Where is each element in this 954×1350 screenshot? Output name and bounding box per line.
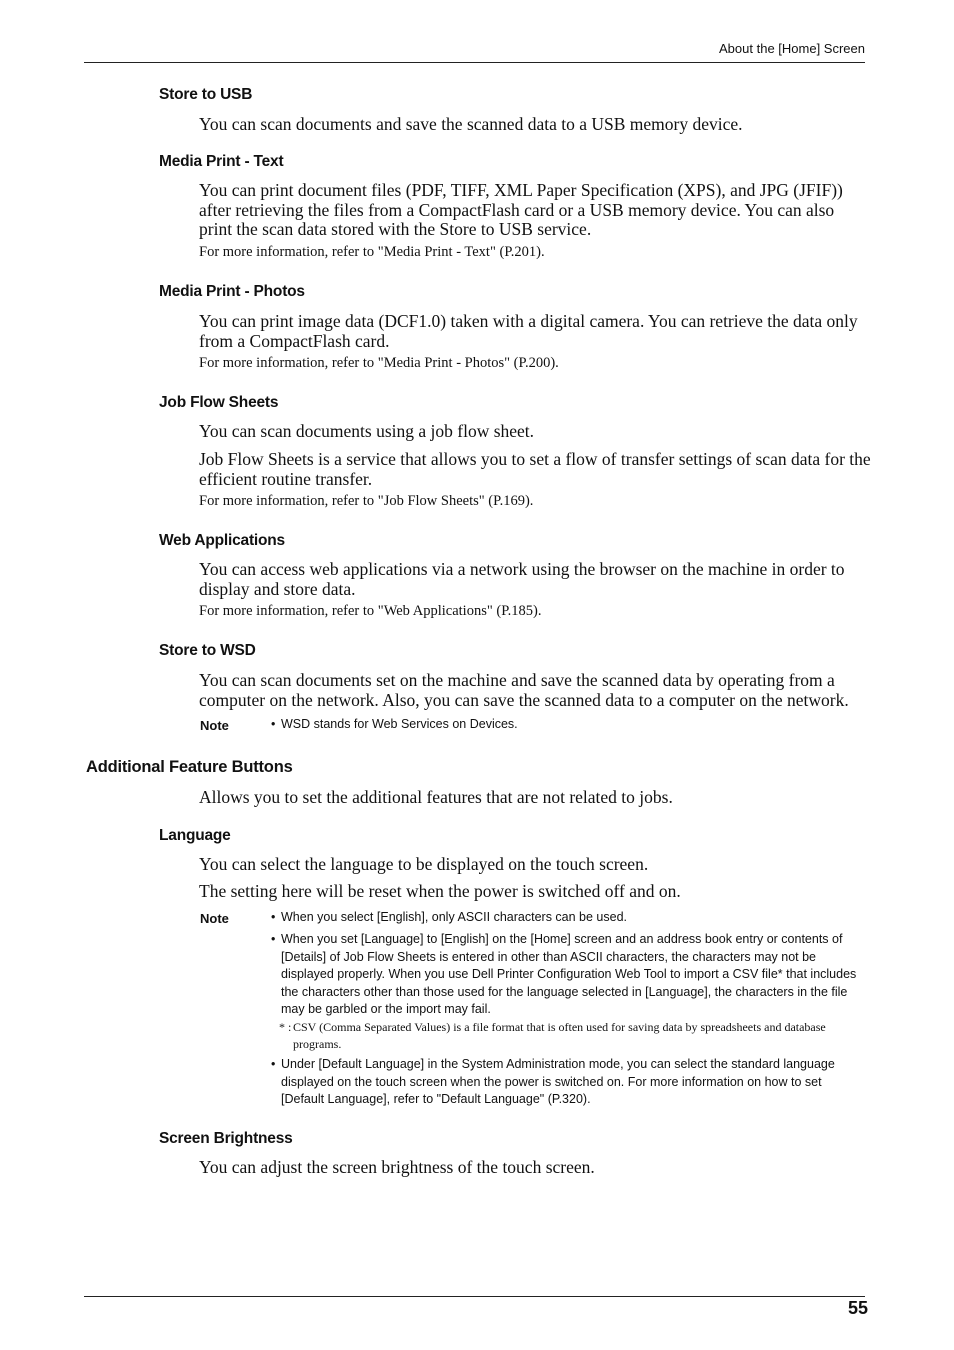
paragraph: You can print image data (DCF1.0) taken with a digital camera. You can retrieve the data only from a CompactFlash card. [199,311,858,351]
bullet-icon: • [271,910,276,924]
footnote: * : CSV (Comma Separated Values) is a file format that is often used for saving data by spreadsheets and database programs. [279,1020,826,1051]
running-header: About the [Home] Screen [719,41,865,56]
note-item: • WSD stands for Web Services on Devices. [271,716,867,734]
bullet-icon: • [271,932,276,946]
heading-additional-feature-buttons: Additional Feature Buttons [86,758,293,776]
note-label: Note [200,718,229,733]
paragraph: The setting here will be reset when the power is switched off and on. [199,881,681,901]
heading-screen-brightness: Screen Brightness [159,1130,293,1147]
page-number: 55 [847,1298,868,1318]
heading-media-print-text: Media Print - Text [159,153,284,170]
reference-link[interactable]: For more information, refer to "Media Print - Text" (P.201). [199,244,545,260]
note-label: Note [200,911,229,926]
note-item: • When you select [English], only ASCII characters can be used. [271,909,867,927]
footnote-mark: * : [279,1020,292,1034]
paragraph: You can select the language to be displayed on the touch screen. [199,854,649,874]
heading-media-print-photos: Media Print - Photos [159,283,305,300]
paragraph: You can scan documents and save the scanned data to a USB memory device. [199,114,743,134]
bullet-icon: • [271,1057,276,1071]
heading-language: Language [159,827,231,844]
reference-link[interactable]: For more information, refer to "Job Flow Sheets" (P.169). [199,493,534,509]
reference-link[interactable]: For more information, refer to "Media Print - Photos" (P.200). [199,355,559,371]
heading-store-to-wsd: Store to WSD [159,642,256,659]
paragraph: You can access web applications via a network using the browser on the machine in order to display and store data. [199,559,845,599]
heading-store-to-usb: Store to USB [159,86,253,103]
note-item: • Under [Default Language] in the System Administration mode, you can select the standard language displayed on the touch screen when the power is switched on. For more information on how to set [Default Language], refer to "Default Language" (P.320). [271,1057,835,1106]
paragraph: You can scan documents using a job flow sheet. [199,421,535,441]
paragraph: You can print document files (PDF, TIFF, XML Paper Specification (XPS), and JPG (JFIF)) after retrieving the files from a CompactFlash card or a USB memory device. You can also print the scan data stored with the Store to USB service. [199,180,843,239]
heading-web-applications: Web Applications [159,532,285,549]
paragraph: You can adjust the screen brightness of the touch screen. [199,1157,595,1177]
header-rule [84,62,865,63]
note-item: • When you set [Language] to [English] on the [Home] screen and an address book entry or contents of [Details] of Job Flow Sheets is entered in other than ASCII characters, the characters may not be displayed properly. When you use Dell Printer Configuration Web Tool to import a CSV file* that includes the characters other than those used for the language selected in [Language], the characters in the file may be garbled or the import may fail. [271,932,857,1016]
footer-rule [84,1296,865,1297]
paragraph: Allows you to set the additional features that are not related to jobs. [199,787,673,807]
paragraph: You can scan documents set on the machine and save the scanned data by operating from a computer on the network. Also, you can save the scanned data to a computer on the network. [199,670,849,710]
heading-job-flow-sheets: Job Flow Sheets [159,394,279,411]
bullet-icon: • [271,717,276,731]
paragraph: Job Flow Sheets is a service that allows you to set a flow of transfer settings of scan data for the efficient routine transfer. [199,449,871,489]
reference-link[interactable]: For more information, refer to "Web Applications" (P.185). [199,603,542,619]
